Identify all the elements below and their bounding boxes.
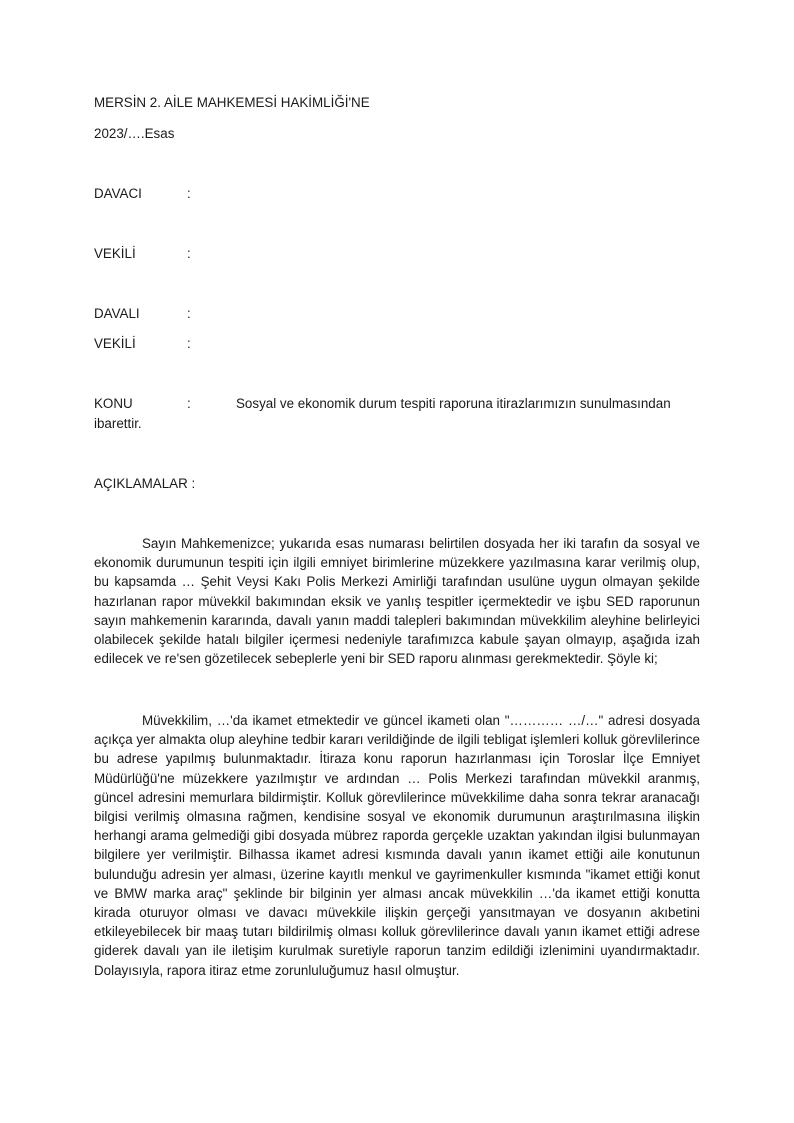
konu-text-continued: ibarettir. bbox=[94, 416, 142, 431]
davali-vekili-colon: : bbox=[187, 336, 191, 351]
davaci-colon: : bbox=[187, 186, 191, 201]
konu-colon: : bbox=[187, 396, 191, 411]
davaci-vekili-label: VEKİLİ bbox=[94, 246, 136, 261]
court-heading: MERSİN 2. AİLE MAHKEMESİ HAKİMLİĞİ'NE bbox=[94, 95, 370, 110]
konu-text: Sosyal ve ekonomik durum tespiti raporuna itirazlarımızın sunulmasından bbox=[236, 396, 671, 411]
davaci-vekili-colon: : bbox=[187, 246, 191, 261]
davaci-label: DAVACI bbox=[94, 186, 142, 201]
davali-colon: : bbox=[187, 306, 191, 321]
explanation-paragraph-1: Sayın Mahkemenizce; yukarıda esas numarası belirtilen dosyada her iki tarafın da sosyal ve ekonomik durumunun tespiti için ilgili emniyet birimlerine müzekkere yazılmasına karar verilmiş olup, bu kapsamda … Şehit Veysi Kakı Polis Merkezi Amirliği tarafından usulüne uygun olmayan şekilde hazırlanan rapor müvekkil bakımından eksik ve yanlış tespitler içermektedir ve işbu SED raporunun sayın mahkemenin kararında, davalı yanın maddi talepleri bakımından müvekkilim aleyhine belirleyici olabilecek şekilde hatalı bilgiler içermesi nedeniyle tarafımızca kabule şayan olmayıp, aşağıda izah edilecek ve re'sen gözetilecek sebeplerle yeni bir SED raporu alınması gerekmektedir. Şöyle ki; bbox=[94, 536, 700, 667]
explanation-paragraph-2: Müvekkilim, …'da ikamet etmektedir ve güncel ikameti olan "………… …/…" adresi dosyada açıkça yer almakta olup aleyhine tedbir kararı verildiğinde de ilgili tebligat işlemleri kolluk görevlilerince bu adrese yapılmış bulunmaktadır. İtiraza konu raporun hazırlanması için Toroslar İlçe Emniyet Müdürlüğü'ne müzekkere yazılmıştır ve ardından … Polis Merkezi tarafından müvekkil aranmış, güncel adresini memurlara bildirmiştir. Kolluk görevlilerince müvekkilime daha sonra tekrar aranacağı bilgisi verilmiş olmasına rağmen, kendisine sosyal ve ekonomik durumunun araştırılmasına ilişkin herhangi arama gelmediği gibi dosyada mübrez raporda gerçekle uzaktan yakından ilgisi bulunmayan bilgilere yer verilmiştir. Bilhassa ikamet adresi kısmında davalı yanın ikamet ettiği aile konutunun bulunduğu adresin yer alması, üzerine kayıtlı menkul ve gayrimenkuller kısmında "ikamet ettiği konut ve BMW marka araç" şeklinde bir bilginin yer alması ancak müvekkilin …'da ikamet ettiği konutta kirada oturuyor olması ve davacı müvekkile ilişkin gerçeği yansıtmayan ve dosyanın akıbetini etkileyebilecek bir maaş tutarı bildirilmiş olması kolluk görevlilerince davalı yanın ikamet ettiği adrese giderek davalı yan ile iletişim kurulmak suretiyle raporun tanzim edildiği izlenimini uyandırmaktadır. Dolayısıyla, rapora itiraz etme zorunluluğumuz hasıl olmuştur. bbox=[94, 713, 700, 978]
konu-label: KONU bbox=[94, 396, 133, 411]
case-number: 2023/….Esas bbox=[94, 126, 175, 141]
davali-vekili-label: VEKİLİ bbox=[94, 336, 136, 351]
aciklamalar-heading: AÇIKLAMALAR : bbox=[94, 476, 196, 491]
davali-label: DAVALI bbox=[94, 306, 140, 321]
